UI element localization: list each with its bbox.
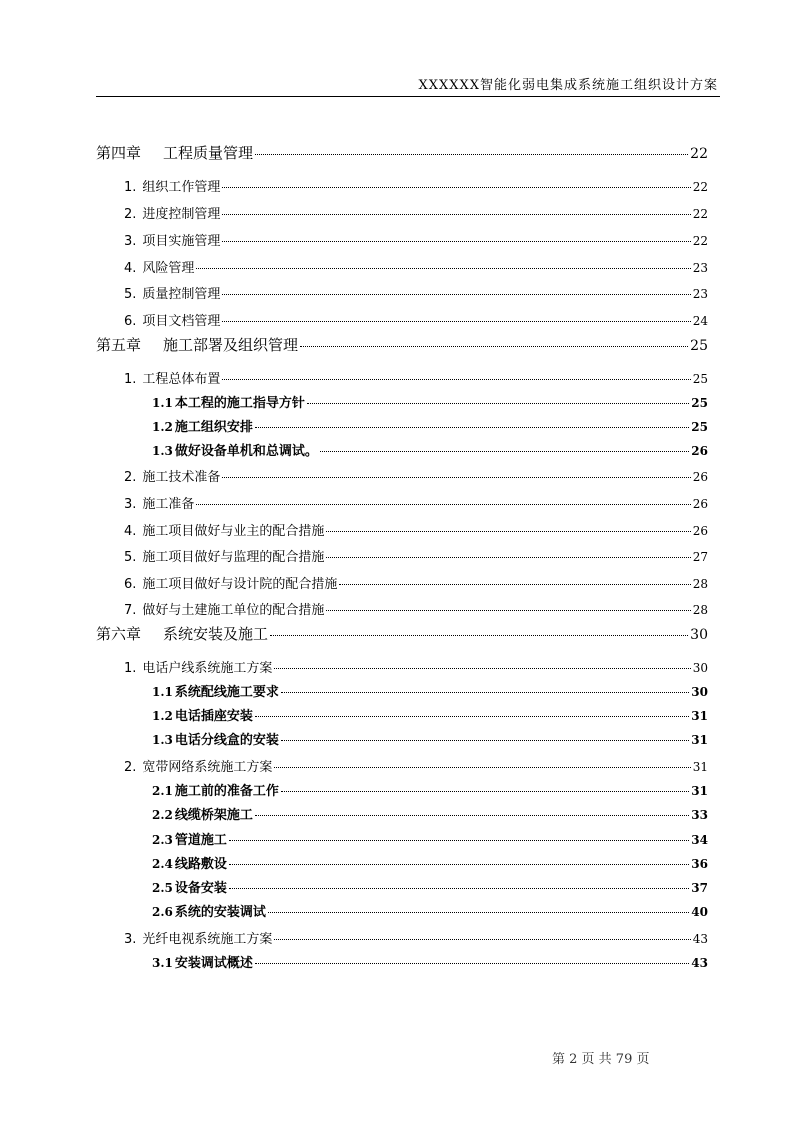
toc-entry-subsection[interactable]: [152, 705, 708, 725]
toc-dot-leader: [326, 557, 690, 558]
toc-entry-page-number: 31: [691, 784, 708, 798]
toc-entry-section[interactable]: [124, 203, 708, 223]
toc-entry-page-number: 37: [691, 881, 708, 895]
toc-entry-page-number: 36: [691, 857, 708, 871]
header-title: XXXXXX智能化弱电集成系统施工组织设计方案: [418, 78, 718, 93]
toc-entry-number: 2.: [124, 470, 137, 485]
toc-entry-section[interactable]: [124, 493, 708, 513]
toc-entry-title: 工程总体布置: [142, 372, 221, 387]
toc-dot-leader: [222, 321, 690, 322]
toc-entry-number: 2.5: [152, 881, 173, 895]
toc-entry-title: 质量控制管理: [142, 287, 221, 302]
toc-dot-leader: [307, 403, 689, 404]
toc-entry-title: 光纤电视系统施工方案: [142, 932, 273, 947]
toc-entry-number: 1.3: [152, 444, 173, 458]
toc-entry-number: 6.: [124, 314, 137, 329]
toc-entry-section[interactable]: [124, 368, 708, 388]
toc-entry-number: 第六章: [96, 625, 142, 643]
toc-entry-subsection[interactable]: [152, 877, 708, 897]
toc-entry-page-number: 25: [690, 338, 708, 354]
toc-dot-leader: [268, 912, 689, 913]
toc-entry-page-number: 30: [692, 661, 708, 675]
toc-entry-section[interactable]: [124, 599, 708, 619]
toc-entry-page-number: 33: [691, 808, 708, 822]
toc-dot-leader: [196, 268, 690, 269]
toc-dot-leader: [326, 610, 690, 611]
toc-entry-title: 电话户线系统施工方案: [142, 661, 273, 676]
toc-entry-subsection[interactable]: [152, 952, 708, 972]
toc-entry-section[interactable]: [124, 546, 708, 566]
toc-entry-page-number: 26: [692, 497, 708, 511]
toc-entry-number: 6.: [124, 577, 137, 592]
toc-entry-number: 第四章: [96, 144, 142, 162]
toc-dot-leader: [229, 864, 689, 865]
toc-dot-leader: [229, 888, 689, 889]
toc-dot-leader: [222, 379, 690, 380]
toc-entry-subsection[interactable]: [152, 729, 708, 749]
toc-entry-title: 施工项目做好与业主的配合措施: [142, 524, 325, 539]
toc-entry-page-number: 43: [691, 956, 708, 970]
toc-entry-page-number: 43: [692, 932, 708, 946]
page-header: [96, 72, 720, 97]
toc-dot-leader: [281, 692, 689, 693]
toc-entry-title: 本工程的施工指导方针: [174, 396, 305, 411]
toc-entry-number: 3.: [124, 497, 137, 512]
toc-entry-subsection[interactable]: [152, 780, 708, 800]
toc-entry-title: 施工技术准备: [142, 470, 221, 485]
toc-entry-title: 施工组织安排: [174, 420, 253, 435]
toc-entry-number: 1.1: [152, 396, 173, 410]
toc-entry-section[interactable]: [124, 283, 708, 303]
toc-entry-page-number: 22: [692, 207, 708, 221]
toc-dot-leader: [255, 154, 688, 155]
toc-entry-page-number: 30: [690, 627, 708, 643]
toc-entry-title: 施工部署及组织管理: [163, 336, 299, 354]
toc-entry-title: 施工前的准备工作: [174, 784, 279, 799]
toc-entry-number: 2.6: [152, 905, 173, 919]
toc-entry-subsection[interactable]: [152, 681, 708, 701]
toc-entry-title: 线缆桥架施工: [174, 808, 253, 823]
toc-dot-leader: [255, 815, 689, 816]
toc-entry-chapter[interactable]: [96, 142, 708, 162]
page-footer: 第 2 页 共 79 页: [552, 1052, 650, 1067]
toc-dot-leader: [255, 963, 689, 964]
toc-entry-page-number: 24: [692, 314, 708, 328]
toc-entry-number: 2.: [124, 207, 137, 222]
toc-dot-leader: [222, 477, 690, 478]
toc-entry-subsection[interactable]: [152, 853, 708, 873]
toc-entry-section[interactable]: [124, 573, 708, 593]
toc-entry-section[interactable]: [124, 928, 708, 948]
toc-entry-subsection[interactable]: [152, 804, 708, 824]
toc-entry-number: 1.2: [152, 709, 173, 723]
toc-entry-number: 4.: [124, 261, 137, 276]
toc-entry-title: 安装调试概述: [174, 956, 253, 971]
toc-entry-title: 施工准备: [142, 497, 195, 512]
toc-entry-title: 进度控制管理: [142, 207, 221, 222]
toc-entry-section[interactable]: [124, 756, 708, 776]
toc-entry-number: 1.: [124, 372, 137, 387]
toc-entry-page-number: 26: [692, 524, 708, 538]
toc-entry-section[interactable]: [124, 176, 708, 196]
toc-entry-title: 项目文档管理: [142, 314, 221, 329]
toc-dot-leader: [326, 531, 690, 532]
toc-entry-number: 1.: [124, 661, 137, 676]
toc-entry-page-number: 23: [692, 261, 708, 275]
toc-entry-page-number: 22: [692, 180, 708, 194]
toc-entry-page-number: 31: [692, 760, 708, 774]
toc-entry-page-number: 25: [691, 396, 708, 410]
toc-entry-number: 3.: [124, 932, 137, 947]
toc-dot-leader: [320, 451, 689, 452]
toc-entry-page-number: 25: [691, 420, 708, 434]
toc-entry-chapter[interactable]: [96, 623, 708, 643]
toc-entry-page-number: 23: [692, 287, 708, 301]
toc-dot-leader: [222, 241, 690, 242]
toc-entry-title: 电话分线盒的安装: [174, 733, 279, 748]
toc-entry-page-number: 26: [691, 444, 708, 458]
toc-entry-number: 2.3: [152, 833, 173, 847]
toc-entry-title: 系统安装及施工: [163, 625, 269, 643]
toc-entry-number: 1.3: [152, 733, 173, 747]
toc-dot-leader: [196, 504, 690, 505]
toc-entry-section[interactable]: [124, 657, 708, 677]
toc-dot-leader: [229, 840, 689, 841]
toc-entry-number: 7.: [124, 603, 137, 618]
toc-dot-leader: [274, 668, 690, 669]
toc-entry-title: 做好与土建施工单位的配合措施: [142, 603, 325, 618]
toc-entry-title: 宽带网络系统施工方案: [142, 760, 273, 775]
toc-entry-number: 2.1: [152, 784, 173, 798]
toc-entry-title: 项目实施管理: [142, 234, 221, 249]
toc-entry-subsection[interactable]: [152, 392, 708, 412]
toc-entry-number: 5.: [124, 550, 137, 565]
toc-entry-section[interactable]: [124, 257, 708, 277]
toc-dot-leader: [339, 584, 690, 585]
toc-entry-page-number: 27: [692, 550, 708, 564]
toc-entry-page-number: 40: [691, 905, 708, 919]
toc-dot-leader: [255, 716, 689, 717]
toc-entry-title: 组织工作管理: [142, 180, 221, 195]
toc-entry-subsection[interactable]: [152, 440, 708, 460]
toc-entry-subsection[interactable]: [152, 416, 708, 436]
toc-entry-section[interactable]: [124, 230, 708, 250]
toc-dot-leader: [274, 767, 690, 768]
toc-entry-title: 做好设备单机和总调试。: [174, 444, 318, 459]
toc-entry-chapter[interactable]: [96, 334, 708, 354]
toc-entry-page-number: 28: [692, 577, 708, 591]
toc-entry-number: 1.: [124, 180, 137, 195]
toc-entry-number: 1.2: [152, 420, 173, 434]
toc-entry-number: 4.: [124, 524, 137, 539]
toc-dot-leader: [255, 427, 689, 428]
toc-entry-number: 第五章: [96, 336, 142, 354]
toc-entry-title: 系统的安装调试: [174, 905, 266, 920]
toc-entry-page-number: 26: [692, 470, 708, 484]
toc-dot-leader: [222, 294, 690, 295]
toc-entry-title: 线路敷设: [174, 857, 227, 872]
toc-entry-title: 风险管理: [142, 261, 195, 276]
toc-dot-leader: [274, 939, 690, 940]
toc-entry-page-number: 34: [691, 833, 708, 847]
toc-entry-title: 系统配线施工要求: [174, 685, 279, 700]
toc-entry-title: 管道施工: [174, 833, 227, 848]
toc-entry-title: 电话插座安装: [174, 709, 253, 724]
toc-dot-leader: [270, 635, 688, 636]
toc-entry-section[interactable]: [124, 310, 708, 330]
toc-entry-page-number: 25: [692, 372, 708, 386]
toc-entry-number: 2.2: [152, 808, 173, 822]
toc-entry-number: 2.: [124, 760, 137, 775]
toc-dot-leader: [281, 791, 689, 792]
toc-entry-title: 工程质量管理: [163, 144, 254, 162]
toc-dot-leader: [281, 740, 689, 741]
toc-entry-section[interactable]: [124, 466, 708, 486]
toc-entry-number: 5.: [124, 287, 137, 302]
toc-entry-section[interactable]: [124, 520, 708, 540]
toc-entry-number: 2.4: [152, 857, 173, 871]
toc-dot-leader: [222, 214, 690, 215]
toc-entry-page-number: 31: [691, 733, 708, 747]
toc-entry-title: 施工项目做好与监理的配合措施: [142, 550, 325, 565]
toc-dot-leader: [300, 346, 688, 347]
toc-entry-subsection[interactable]: [152, 829, 708, 849]
toc-entry-subsection[interactable]: [152, 901, 708, 921]
toc-entry-title: 设备安装: [174, 881, 227, 896]
toc-entry-title: 施工项目做好与设计院的配合措施: [142, 577, 338, 592]
toc-entry-number: 3.: [124, 234, 137, 249]
toc-entry-page-number: 30: [691, 685, 708, 699]
toc-entry-page-number: 22: [690, 146, 708, 162]
toc-entry-page-number: 22: [692, 234, 708, 248]
toc-dot-leader: [222, 187, 690, 188]
toc-entry-number: 1.1: [152, 685, 173, 699]
toc-entry-page-number: 31: [691, 709, 708, 723]
toc-entry-page-number: 28: [692, 603, 708, 617]
toc-entry-number: 3.1: [152, 956, 173, 970]
